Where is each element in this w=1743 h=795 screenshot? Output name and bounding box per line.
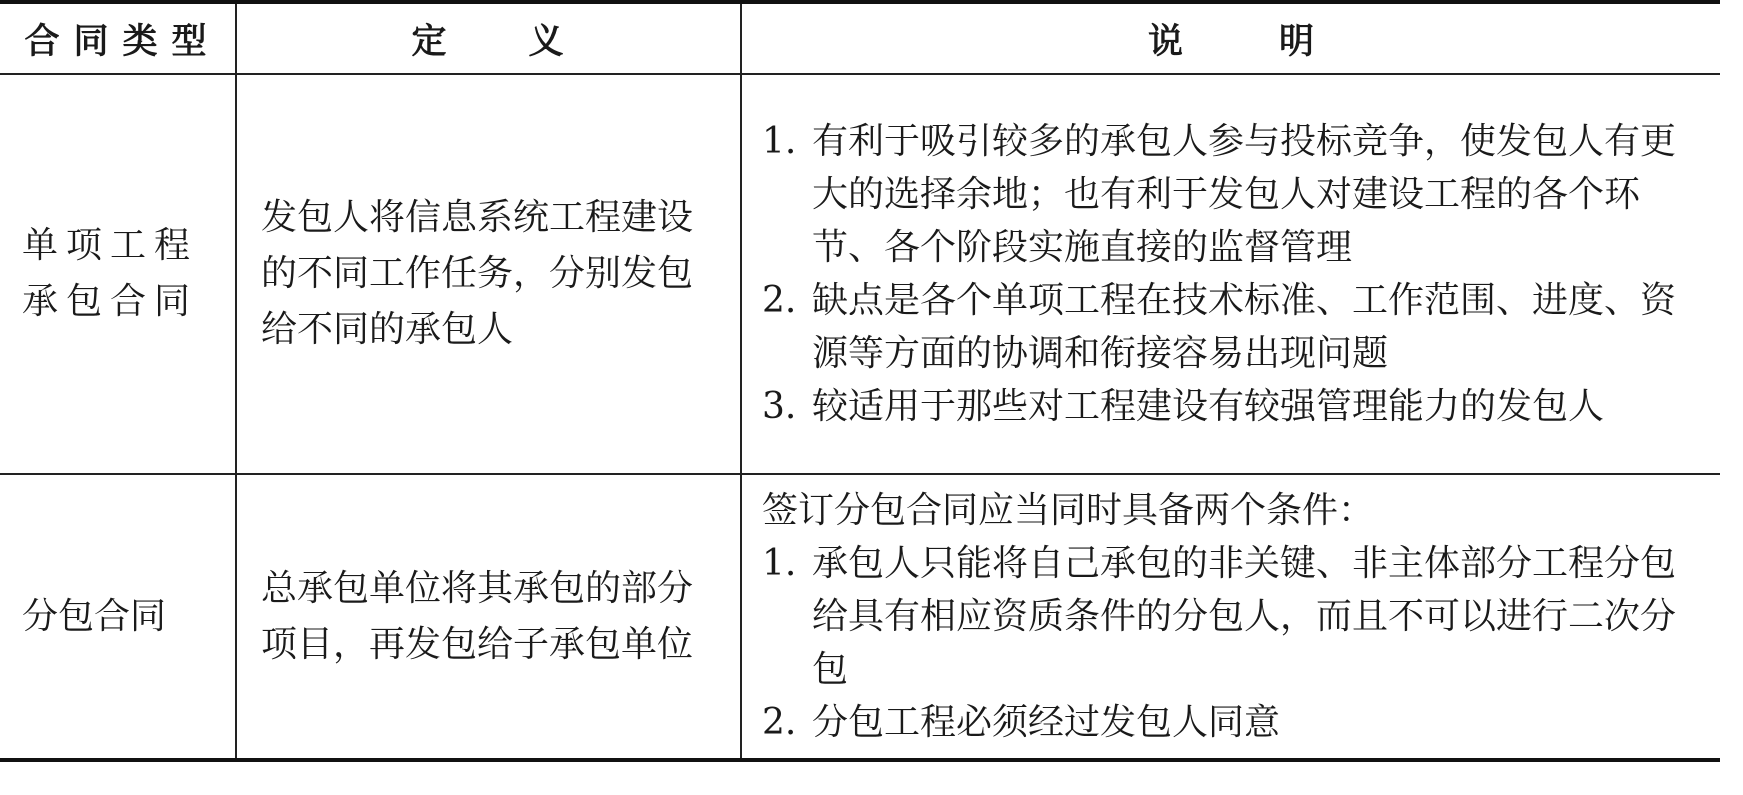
item-text: 有利于吸引较多的承包人参与投标竞争，使发包人有更大的选择余地；也有利于发包人对建设工程的各个环节、各个阶段实施直接的监督管理 [812, 121, 1677, 268]
explanation-cell [741, 474, 1720, 760]
item-number: 1. [762, 121, 797, 162]
definition-cell: 发包人将信息系统工程建设的不同工作任务，分别发包给不同的承包人 [236, 74, 741, 474]
item-number: 3. [762, 386, 797, 427]
item-text: 分包工程必须经过发包人同意 [812, 702, 1281, 743]
explanation-item [762, 696, 1704, 749]
table-row [0, 74, 1720, 474]
contract-type-cell: 单项工程承包合同 [0, 74, 236, 474]
definition-cell: 总承包单位将其承包的部分项目，再发包给子承包单位 [236, 474, 741, 760]
explanation-intro: 签订分包合同应当同时具备两个条件： [762, 490, 1375, 531]
header-definition: 定义 [236, 2, 741, 74]
contract-type-cell: 分包合同 [0, 474, 236, 760]
item-number: 1. [762, 543, 797, 584]
explanation-list [762, 537, 1704, 749]
item-text: 缺点是各个单项工程在技术标准、工作范围、进度、资源等方面的协调和衔接容易出现问题 [812, 280, 1677, 374]
header-contract-type: 合同类型 [0, 2, 236, 74]
item-number: 2. [762, 702, 797, 743]
explanation-item [762, 537, 1704, 696]
explanation-item [762, 380, 1704, 433]
explanation-item [762, 115, 1704, 274]
explanation-list [762, 115, 1704, 433]
item-text: 较适用于那些对工程建设有较强管理能力的发包人 [812, 386, 1605, 427]
header-explanation: 说明 [741, 2, 1720, 74]
header-row [0, 2, 1720, 74]
explanation-item [762, 274, 1704, 380]
table-row [0, 474, 1720, 760]
item-number: 2. [762, 280, 797, 321]
explanation-cell [741, 74, 1720, 474]
item-text: 承包人只能将自己承包的非关键、非主体部分工程分包给具有相应资质条件的分包人，而且不可以进行二次分包 [812, 543, 1677, 690]
